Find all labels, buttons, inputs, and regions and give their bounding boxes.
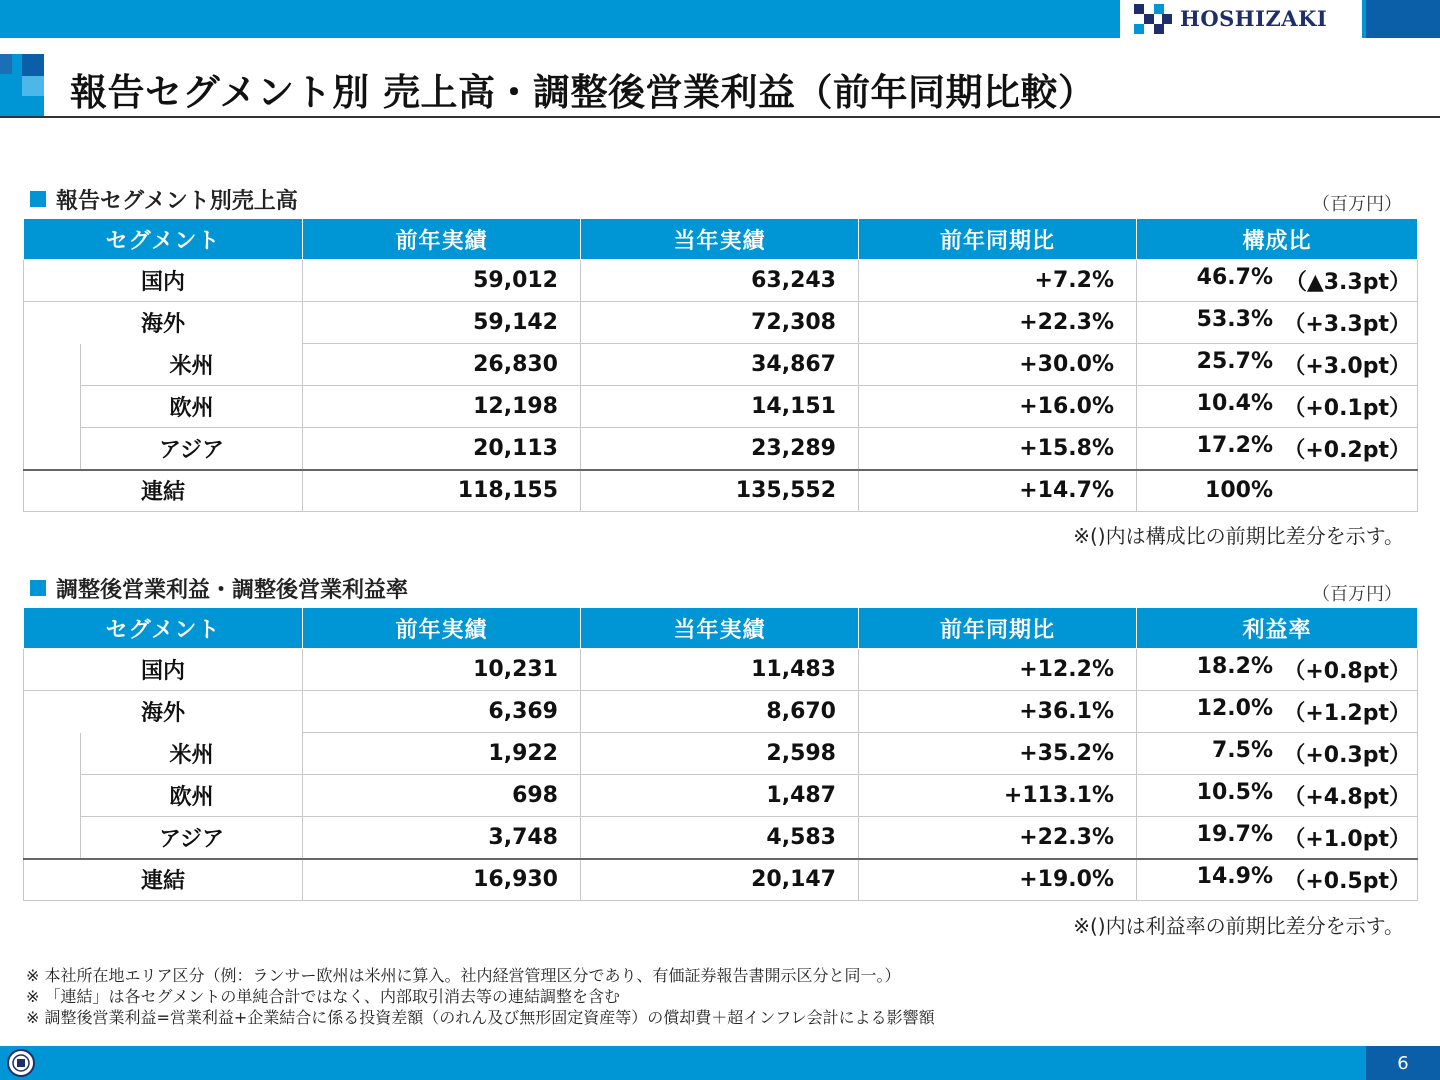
sales-unit-label: （百万円） xyxy=(1312,194,1402,215)
title-decoration-icon xyxy=(0,54,44,116)
yoy-value: +16.0% xyxy=(859,386,1137,428)
ratio-diff: （+1.2pt） xyxy=(1283,701,1411,726)
curr-value: 34,867 xyxy=(581,344,859,386)
profit-table-body xyxy=(24,649,1418,901)
prev-value: 3,748 xyxy=(303,817,581,859)
prev-value: 1,922 xyxy=(303,733,581,775)
ratio-diff: （+3.3pt） xyxy=(1283,312,1411,337)
table-row xyxy=(24,302,1418,344)
prev-value: 16,930 xyxy=(303,859,581,901)
curr-value: 4,583 xyxy=(581,817,859,859)
ratio-diff: （+0.2pt） xyxy=(1283,437,1411,463)
page-title: 報告セグメント別 売上高・調整後営業利益（前年同期比較） xyxy=(70,71,1096,114)
segment-name: 欧州 xyxy=(81,386,303,428)
table-row xyxy=(24,649,1418,691)
ratio-cell xyxy=(1137,428,1418,470)
prev-value: 698 xyxy=(303,775,581,817)
table-row xyxy=(24,817,1418,859)
curr-value: 72,308 xyxy=(581,302,859,344)
ratio-cell xyxy=(1137,386,1418,428)
ratio-cell xyxy=(1137,817,1418,859)
ratio-value: 46.7% xyxy=(1196,265,1273,290)
curr-value: 20,147 xyxy=(581,859,859,901)
square-bullet-icon xyxy=(30,580,46,596)
top-banner-tail xyxy=(1366,0,1440,38)
footnote-1: ※ 本社所在地エリア区分（例：ランサー欧州は米州に算入。社内経営管理区分であり、有価証券報告書開示区分と同一。） xyxy=(26,966,901,985)
col-header-ratio: 構成比 xyxy=(1137,219,1418,260)
ratio-value: 14.9% xyxy=(1196,864,1273,890)
ratio-value: 100% xyxy=(1205,478,1273,504)
ratio-value: 17.2% xyxy=(1196,432,1273,458)
col-header-segment: セグメント xyxy=(24,608,303,649)
yoy-value: +12.2% xyxy=(859,649,1137,691)
curr-value: 1,487 xyxy=(581,775,859,817)
yoy-value: +22.3% xyxy=(859,817,1137,859)
ratio-diff: （+3.0pt） xyxy=(1283,354,1411,379)
profit-section-heading xyxy=(30,573,408,604)
ratio-value: 10.5% xyxy=(1196,780,1273,805)
prev-value: 20,113 xyxy=(303,428,581,470)
ratio-cell xyxy=(1137,470,1418,512)
segment-name: 米州 xyxy=(81,344,303,386)
curr-value: 23,289 xyxy=(581,428,859,470)
prev-value: 6,369 xyxy=(303,691,581,733)
sales-note: ※()内は構成比の前期比差分を示す。 xyxy=(1073,524,1404,548)
segment-name: 欧州 xyxy=(81,775,303,817)
yoy-value: +14.7% xyxy=(859,470,1137,512)
ratio-value: 7.5% xyxy=(1211,738,1273,763)
profit-heading-text: 調整後営業利益・調整後営業利益率 xyxy=(56,578,409,603)
curr-value: 63,243 xyxy=(581,260,859,302)
ratio-diff: （+4.8pt） xyxy=(1283,785,1411,810)
ratio-cell xyxy=(1137,260,1418,302)
brand-name: HOSHIZAKI xyxy=(1180,6,1328,31)
ratio-cell xyxy=(1137,302,1418,344)
yoy-value: +36.1% xyxy=(859,691,1137,733)
table-header-row xyxy=(24,219,1418,260)
col-header-yoy: 前年同期比 xyxy=(859,608,1137,649)
col-header-curr: 当年実績 xyxy=(581,608,859,649)
table-row xyxy=(24,859,1418,901)
yoy-value: +15.8% xyxy=(859,428,1137,470)
ratio-value: 53.3% xyxy=(1196,307,1273,332)
brand-logo xyxy=(1120,0,1362,38)
table-row xyxy=(24,470,1418,512)
curr-value: 8,670 xyxy=(581,691,859,733)
indent-cell xyxy=(24,817,81,859)
sales-table-body xyxy=(24,260,1418,512)
curr-value: 14,151 xyxy=(581,386,859,428)
yoy-value: +35.2% xyxy=(859,733,1137,775)
ratio-diff: （+0.3pt） xyxy=(1283,743,1411,768)
footnote-3: ※ 調整後営業利益=営業利益+企業結合に係る投資差額（のれん及び無形固定資産等）の償却費＋超インフレ会計による影響額 xyxy=(26,1008,935,1027)
prev-value: 59,012 xyxy=(303,260,581,302)
yoy-value: +19.0% xyxy=(859,859,1137,901)
ratio-diff: （+0.1pt） xyxy=(1283,396,1411,421)
profit-note: ※()内は利益率の前期比差分を示す。 xyxy=(1073,914,1404,938)
indent-cell xyxy=(24,344,81,386)
ratio-value: 12.0% xyxy=(1196,696,1273,721)
table-header-row xyxy=(24,608,1418,649)
prev-value: 59,142 xyxy=(303,302,581,344)
table-row xyxy=(24,775,1418,817)
prev-value: 26,830 xyxy=(303,344,581,386)
indent-cell xyxy=(24,428,81,470)
indent-cell xyxy=(24,775,81,817)
sales-heading-text: 報告セグメント別売上高 xyxy=(56,189,298,214)
ratio-cell xyxy=(1137,733,1418,775)
footnote-2: ※ 「連結」は各セグメントの単純合計ではなく、内部取引消去等の連結調整を含む xyxy=(26,987,621,1006)
segment-name: 海外 xyxy=(24,302,303,344)
curr-value: 11,483 xyxy=(581,649,859,691)
segment-name: 米州 xyxy=(81,733,303,775)
hoshizaki-logo-icon xyxy=(1134,4,1172,34)
ratio-diff: （+0.8pt） xyxy=(1283,659,1411,684)
table-row xyxy=(24,260,1418,302)
table-row xyxy=(24,691,1418,733)
sales-table xyxy=(23,218,1418,512)
yoy-value: +7.2% xyxy=(859,260,1137,302)
ratio-cell xyxy=(1137,344,1418,386)
segment-name: アジア xyxy=(81,428,303,470)
segment-name: 国内 xyxy=(24,260,303,302)
ratio-diff: （+0.5pt） xyxy=(1283,869,1411,895)
profit-unit-label: （百万円） xyxy=(1312,584,1402,605)
col-header-prev: 前年実績 xyxy=(303,219,581,260)
prev-value: 12,198 xyxy=(303,386,581,428)
segment-name: 国内 xyxy=(24,649,303,691)
table-row xyxy=(24,733,1418,775)
segment-name: 海外 xyxy=(24,691,303,733)
ratio-cell xyxy=(1137,691,1418,733)
curr-value: 135,552 xyxy=(581,470,859,512)
col-header-prev: 前年実績 xyxy=(303,608,581,649)
ratio-cell xyxy=(1137,859,1418,901)
col-header-curr: 当年実績 xyxy=(581,219,859,260)
yoy-value: +30.0% xyxy=(859,344,1137,386)
square-bullet-icon xyxy=(30,191,46,207)
ratio-cell xyxy=(1137,649,1418,691)
ratio-value: 10.4% xyxy=(1196,391,1273,416)
table-row xyxy=(24,428,1418,470)
col-header-segment: セグメント xyxy=(24,219,303,260)
segment-name: アジア xyxy=(81,817,303,859)
profit-table xyxy=(23,607,1418,901)
segment-name: 連結 xyxy=(24,470,303,512)
indent-cell xyxy=(24,386,81,428)
curr-value: 2,598 xyxy=(581,733,859,775)
ratio-value: 18.2% xyxy=(1196,654,1273,679)
table-row xyxy=(24,344,1418,386)
sales-section-heading xyxy=(30,184,298,215)
prev-value: 118,155 xyxy=(303,470,581,512)
col-header-margin: 利益率 xyxy=(1137,608,1418,649)
ratio-diff: （▲3.3pt） xyxy=(1284,270,1411,295)
ratio-value: 25.7% xyxy=(1196,349,1273,374)
table-row xyxy=(24,386,1418,428)
bottom-banner xyxy=(0,1046,1440,1080)
col-header-yoy: 前年同期比 xyxy=(859,219,1137,260)
yoy-value: +113.1% xyxy=(859,775,1137,817)
yoy-value: +22.3% xyxy=(859,302,1137,344)
ratio-cell xyxy=(1137,775,1418,817)
indent-cell xyxy=(24,733,81,775)
title-divider xyxy=(0,116,1440,118)
prev-value: 10,231 xyxy=(303,649,581,691)
ratio-diff: （+1.0pt） xyxy=(1283,826,1411,852)
ratio-value: 19.7% xyxy=(1196,821,1273,847)
footnotes xyxy=(26,965,935,1028)
segment-name: 連結 xyxy=(24,859,303,901)
company-emblem-icon xyxy=(4,1046,38,1080)
page-number: 6 xyxy=(1397,1053,1409,1074)
